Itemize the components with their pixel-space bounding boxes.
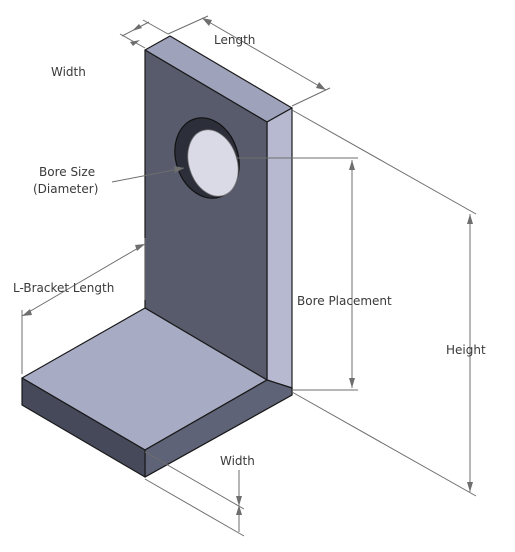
bore-placement-label: Bore Placement bbox=[297, 294, 392, 308]
plate-side-face bbox=[267, 108, 292, 402]
bore-size-label: Bore Size bbox=[39, 165, 96, 179]
height-label: Height bbox=[446, 343, 486, 357]
l-bracket-length-label: L-Bracket Length bbox=[13, 281, 115, 295]
width-bottom-label: Width bbox=[220, 454, 255, 468]
bore-diameter-label: (Diameter) bbox=[33, 182, 99, 196]
length-label: Length bbox=[214, 33, 256, 47]
bracket-solid bbox=[22, 36, 292, 477]
width-top-label: Width bbox=[51, 65, 86, 79]
